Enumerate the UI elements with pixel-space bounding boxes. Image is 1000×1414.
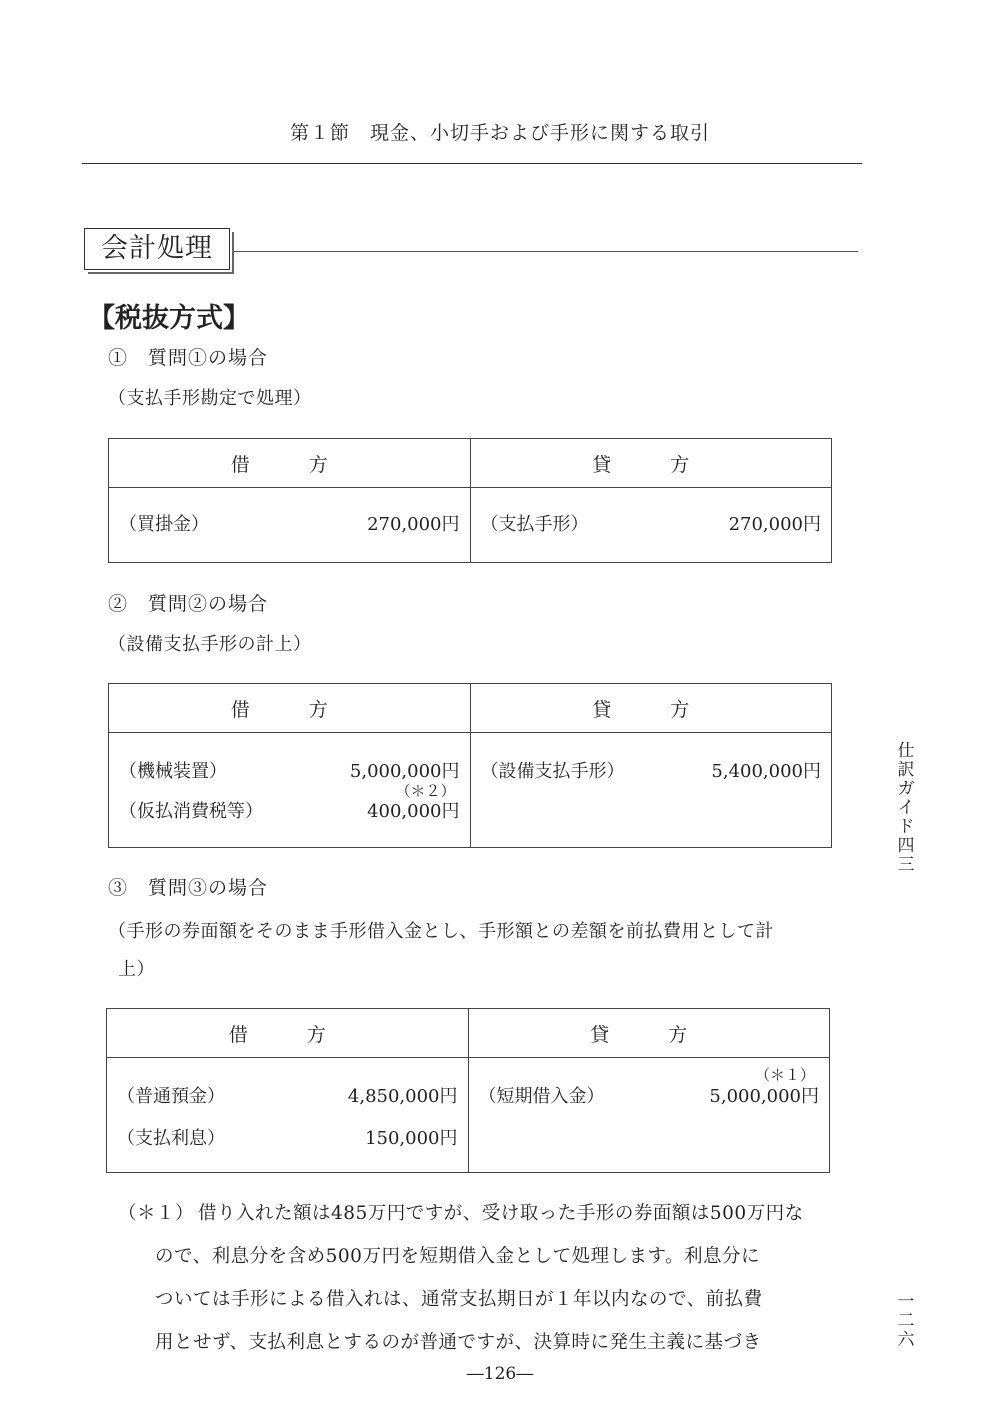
credit-account: （短期借入金） — [478, 1086, 605, 1107]
credit-header: 貸 方 — [470, 684, 832, 733]
journal-table-3 — [106, 1008, 830, 1173]
side-page-kanji: 一二六 — [897, 1292, 915, 1350]
debit-amount: 400,000円 — [367, 801, 460, 822]
method-title: 【税抜方式】 — [88, 303, 250, 334]
case-2-title: ② 質問②の場合 — [108, 593, 269, 615]
credit-header: 貸 方 — [470, 439, 832, 488]
footnote-line-4: 用とせず、支払利息とするのが普通ですが、決算時に発生主義に基づき — [155, 1332, 762, 1353]
running-header: 第１節 現金、小切手および手形に関する取引 — [289, 122, 710, 144]
credit-amount: 5,000,000円 — [709, 1086, 819, 1107]
case-3-title: ③ 質問③の場合 — [108, 877, 269, 899]
credit-account: （支払手形） — [480, 514, 589, 535]
debit-amount: 4,850,000円 — [347, 1086, 458, 1107]
debit-header: 借 方 — [107, 1009, 469, 1058]
debit-header: 借 方 — [109, 684, 471, 733]
debit-account: （支払利息） — [117, 1128, 225, 1149]
footnote-line-1: 借り入れた額は485万円ですが、受け取った手形の券面額は500万円な — [198, 1203, 804, 1224]
footnote-mark: （＊２） — [395, 782, 456, 800]
debit-cell — [109, 488, 471, 563]
footnote-line-3: ついては手形による借入れは、通常支払期日が１年以内なので、前払費 — [155, 1289, 763, 1310]
footnote-line-2: ので、利息分を含め500万円を短期借入金として処理します。利息分に — [155, 1246, 760, 1267]
case-1-note: （支払手形勘定で処理） — [108, 388, 312, 409]
debit-cell — [107, 1058, 469, 1173]
debit-amount: 5,000,000円 — [349, 761, 460, 782]
case-2-note: （設備支払手形の計上） — [108, 634, 312, 655]
page-number: ―126― — [466, 1364, 534, 1384]
debit-header: 借 方 — [109, 439, 471, 488]
debit-account: （仮払消費税等） — [119, 801, 263, 822]
credit-amount: 5,400,000円 — [711, 761, 821, 782]
credit-amount: 270,000円 — [728, 514, 821, 535]
credit-cell — [470, 488, 832, 563]
credit-account: （設備支払手形） — [480, 761, 625, 782]
credit-cell — [468, 1058, 830, 1173]
debit-cell — [109, 733, 471, 848]
debit-amount: 150,000円 — [365, 1128, 458, 1149]
side-guide-label: 仕訳ガイド四三 — [897, 741, 915, 875]
debit-account: （機械装置） — [119, 761, 227, 782]
debit-amount: 270,000円 — [367, 514, 460, 535]
credit-cell — [470, 733, 832, 848]
header-rule — [82, 163, 862, 164]
section-rule — [234, 251, 858, 252]
footnote-mark: （＊１） — [754, 1066, 815, 1084]
journal-table-2 — [108, 683, 832, 848]
footnote-label: （＊１） — [118, 1203, 195, 1224]
case-3-note-line2: 上） — [118, 959, 155, 980]
section-title: 会計処理 — [84, 228, 230, 270]
case-3-note-line1: （手形の券面額をそのまま手形借入金とし、手形額との差額を前払費用として計 — [108, 921, 774, 942]
case-1-title: ① 質問①の場合 — [108, 347, 269, 369]
journal-table-1 — [108, 438, 832, 563]
debit-account: （買掛金） — [119, 514, 209, 535]
debit-account: （普通預金） — [117, 1086, 225, 1107]
credit-header: 貸 方 — [468, 1009, 830, 1058]
